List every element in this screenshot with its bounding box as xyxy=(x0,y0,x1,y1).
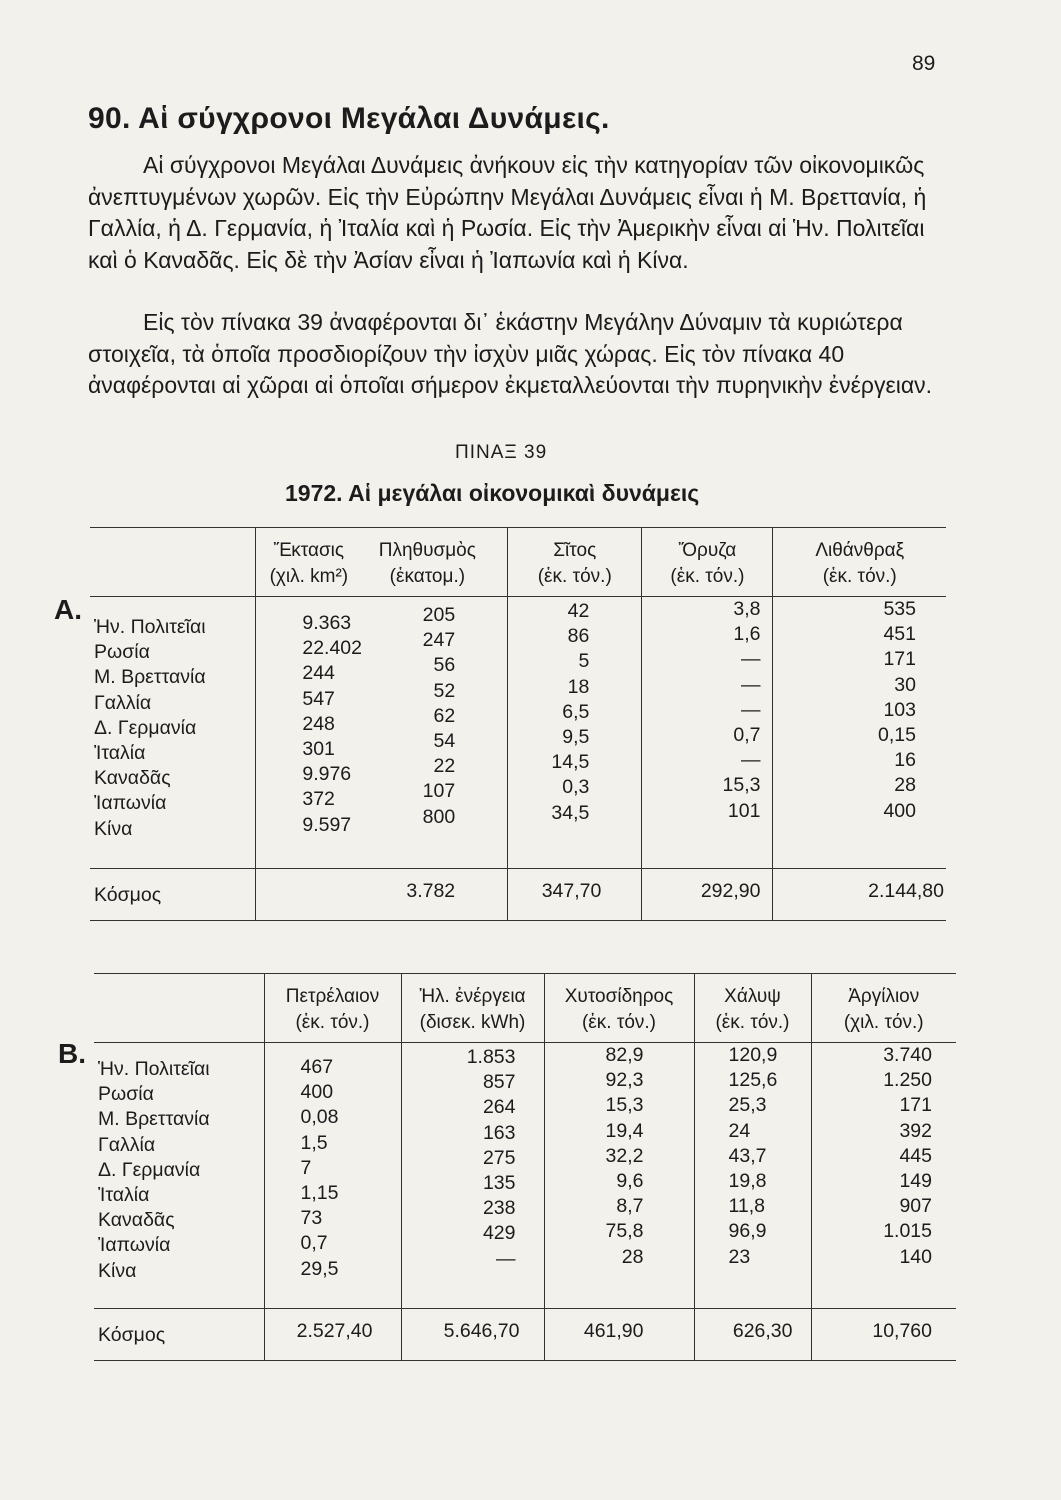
cell: 11,8 xyxy=(728,1195,766,1218)
cell: 52 xyxy=(433,679,456,702)
cell: 3.782 xyxy=(406,879,456,902)
cell: 16 xyxy=(894,749,916,772)
header-cell: Ἠλ. ἐνέργεια (δισεκ. kWh) xyxy=(401,974,544,1043)
cell: 9,6 xyxy=(616,1170,644,1193)
cell: 14,5 xyxy=(551,751,590,774)
cell: 445 xyxy=(899,1144,932,1167)
cell: 907 xyxy=(899,1195,932,1218)
cell: 34,5 xyxy=(551,801,590,824)
cell: 75,8 xyxy=(605,1220,644,1243)
header-cell: Χάλυψ (ἑκ. τόν.) xyxy=(694,974,811,1043)
cell: 2.144,80 xyxy=(773,868,946,920)
spacer-row xyxy=(94,1284,956,1309)
electricity-column xyxy=(401,1043,544,1284)
cell: 275 xyxy=(482,1146,516,1169)
cell: 3.740 xyxy=(883,1044,932,1066)
header-cell: Ὄρυζα (ἑκ. τόν.) xyxy=(642,528,773,597)
country-name: Ρωσία xyxy=(98,1083,154,1106)
table-title: 1972. Αἱ μεγάλαι οἰκονομικαὶ δυνάμεις xyxy=(285,480,700,506)
cell: 9.597 xyxy=(302,813,352,836)
part-a-letter: Α. xyxy=(54,594,82,625)
cell: 28 xyxy=(894,774,916,797)
country-name: Μ. Βρεττανία xyxy=(98,1108,210,1131)
tables-paragraph: Εἰς τὸν πίνακα 39 ἀναφέρονται δι᾽ ἑκάστην Μεγάλην Δύναμιν τὰ κυριώτερα στοιχεῖα, τὰ ὁποῖα προσδιορίζουν τὴν ἰσχὺν μιᾶς χώρας. Εἰς τὸν πίνακα 40 ἀναφέρονται αἱ χῶραι αἱ ὁποῖαι σήμερον ἐκμεταλλεύονται τὴν πυρηνικὴν ἐνέργειαν. xyxy=(88,309,933,398)
cell: — xyxy=(740,749,761,772)
cell: 96,9 xyxy=(728,1220,767,1243)
cell: 125,6 xyxy=(728,1069,778,1092)
cell: 54 xyxy=(433,730,456,753)
cell: 9,5 xyxy=(562,726,590,749)
table-header-row xyxy=(94,974,956,1043)
cell: 140 xyxy=(899,1245,932,1268)
cell: 22 xyxy=(433,755,456,778)
cell: 1.015 xyxy=(883,1220,932,1243)
population-column xyxy=(368,597,508,842)
cell: 19,8 xyxy=(728,1170,767,1193)
cell: 800 xyxy=(422,805,456,828)
cell: 0,15 xyxy=(878,724,916,747)
cell: 107 xyxy=(422,780,456,803)
table-rows-block xyxy=(90,597,946,842)
total-label: Κόσμος xyxy=(94,883,162,906)
cell: 461,90 xyxy=(544,1308,694,1360)
cell: 56 xyxy=(433,654,456,677)
country-name: Μ. Βρεττανία xyxy=(94,666,206,689)
cell: 30 xyxy=(894,673,916,696)
cell: 0,7 xyxy=(300,1232,328,1255)
cell: 15,3 xyxy=(605,1094,644,1117)
cell: 5.646,70 xyxy=(401,1308,544,1360)
country-name: Καναδᾶς xyxy=(98,1209,175,1232)
area-column xyxy=(256,597,368,842)
cell: 92,3 xyxy=(605,1069,644,1092)
cell: 86 xyxy=(567,625,590,648)
cell: 9.976 xyxy=(302,763,352,786)
header-cell: Πετρέλαιον (ἑκ. τόν.) xyxy=(264,974,401,1043)
cell: 451 xyxy=(883,623,916,646)
header-cell: Χυτοσίδηρος (ἑκ. τόν.) xyxy=(544,974,694,1043)
pig-iron-column xyxy=(544,1043,694,1284)
cell: — xyxy=(740,698,761,721)
cell: 535 xyxy=(883,598,916,620)
header-cell: Σῖτος (ἑκ. τόν.) xyxy=(508,528,642,597)
cell: 171 xyxy=(883,648,916,671)
cell: 149 xyxy=(899,1170,932,1193)
cell: 264 xyxy=(482,1096,516,1119)
part-b-letter: Β. xyxy=(58,1038,86,1069)
country-name: Ρωσία xyxy=(94,641,150,664)
country-name: Γαλλία xyxy=(98,1133,156,1156)
cell: 429 xyxy=(482,1222,516,1245)
cell: 247 xyxy=(422,629,456,652)
cell: — xyxy=(740,673,761,696)
cell: 1.250 xyxy=(883,1069,932,1092)
country-header xyxy=(90,528,256,597)
cell: 23 xyxy=(728,1245,751,1268)
cell: 0,3 xyxy=(562,776,590,799)
country-name: Γαλλία xyxy=(94,691,152,714)
cell: 3,8 xyxy=(733,598,761,620)
country-name: Ἡν. Πολιτεῖαι xyxy=(94,616,206,638)
economic-powers-table-a xyxy=(90,527,946,921)
country-name: Κίνα xyxy=(94,817,133,840)
cell: 2.527,40 xyxy=(264,1308,401,1360)
cell: 42 xyxy=(567,600,590,622)
cell xyxy=(256,868,368,920)
cell: 626,30 xyxy=(694,1308,811,1360)
cell: 5 xyxy=(578,650,590,673)
cell: 1,6 xyxy=(733,623,761,646)
cell: 292,90 xyxy=(642,868,773,920)
wheat-column xyxy=(508,597,642,842)
country-name: Ἰταλία xyxy=(94,742,146,765)
total-label: Κόσμος xyxy=(98,1323,166,1346)
cell: 400 xyxy=(300,1081,334,1104)
country-name: Ἰαπωνία xyxy=(98,1234,171,1257)
cell: 25,3 xyxy=(728,1094,767,1117)
table-header-row xyxy=(90,528,946,597)
cell: 22.402 xyxy=(302,637,362,660)
cell: 547 xyxy=(302,687,335,710)
cell: 6,5 xyxy=(562,700,590,723)
cell: 400 xyxy=(883,799,916,822)
cell: 82,9 xyxy=(605,1044,644,1066)
intro-paragraph: Αἱ σύγχρονοι Μεγάλαι Δυνάμεις ἀνήκουν εἰς τὴν κατηγορίαν τῶν οἰκονομικῶς ἀνεπτυγμένων χωρῶν. Εἰς τὴν Εὐρώπην Μεγάλαι Δυνάμεις εἶναι ἡ Μ. Βρεττανία, ἡ Γαλλία, ἡ Δ. Γερμανία, ἡ Ἰταλία καὶ ἡ Ρωσία. Εἰς τὴν Ἀμερικὴν εἶναι αἱ Ἡν. Πολιτεῖαι καὶ ὁ Καναδᾶς. Εἰς δὲ τὴν Ἀσίαν εἶναι ἡ Ἰαπωνία καὶ ἡ Κίνα. xyxy=(88,152,927,273)
country-name: Δ. Γερμανία xyxy=(98,1158,201,1181)
cell: 467 xyxy=(300,1056,334,1078)
cell: 43,7 xyxy=(728,1144,767,1167)
cell: 205 xyxy=(422,604,456,626)
cell: — xyxy=(740,648,761,671)
country-name: Ἡν. Πολιτεῖαι xyxy=(98,1058,210,1080)
header-cell: Ἔκτασις (χιλ. km²) Πληθυσμὸς (ἑκατομ.) xyxy=(256,528,508,597)
country-column xyxy=(90,597,256,842)
country-header xyxy=(94,974,264,1043)
country-column xyxy=(94,1043,264,1284)
world-total-row xyxy=(94,1308,956,1360)
spacer-row xyxy=(90,842,946,869)
cell: 24 xyxy=(728,1119,751,1142)
country-name: Κίνα xyxy=(98,1259,137,1282)
world-total-row xyxy=(90,868,946,920)
cell: 19,4 xyxy=(605,1119,644,1142)
cell: 248 xyxy=(302,712,335,735)
cell: 62 xyxy=(433,704,456,727)
economic-powers-table-b xyxy=(94,973,956,1361)
petroleum-column xyxy=(264,1043,401,1284)
cell: 103 xyxy=(883,698,916,721)
header-cell: Λιθάνθραξ (ἑκ. τόν.) xyxy=(773,528,946,597)
cell: 238 xyxy=(482,1197,516,1220)
cell: 244 xyxy=(302,662,335,685)
cell: 7 xyxy=(300,1156,312,1179)
cell: — xyxy=(496,1247,516,1270)
cell: 32,2 xyxy=(605,1144,644,1167)
cell: 1,15 xyxy=(300,1182,339,1205)
header-cell: Ἀργίλιον (χιλ. τόν.) xyxy=(811,974,956,1043)
cell: 163 xyxy=(482,1121,516,1144)
cell: 301 xyxy=(302,738,335,761)
cell: 8,7 xyxy=(616,1195,644,1218)
cell: 73 xyxy=(300,1207,323,1230)
cell: 15,3 xyxy=(722,774,761,797)
country-name: Ἰαπωνία xyxy=(94,792,167,815)
cell: 28 xyxy=(621,1245,644,1268)
cell: 857 xyxy=(482,1071,516,1094)
page-number: 89 xyxy=(912,52,936,75)
coal-column xyxy=(773,597,946,842)
cell: 392 xyxy=(899,1119,932,1142)
cell: 101 xyxy=(727,799,761,822)
cell: 372 xyxy=(302,788,335,811)
country-name: Δ. Γερμανία xyxy=(94,716,197,739)
country-name: Ἰταλία xyxy=(98,1184,150,1207)
section-title: 90. Αἱ σύγχρονοι Μεγάλαι Δυνάμεις. xyxy=(88,102,610,135)
aluminium-column xyxy=(811,1043,956,1284)
rice-column xyxy=(642,597,773,842)
steel-column xyxy=(694,1043,811,1284)
cell: 29,5 xyxy=(300,1257,339,1280)
cell: 0,08 xyxy=(300,1106,339,1129)
cell: 120,9 xyxy=(728,1044,778,1066)
cell: 10,760 xyxy=(811,1308,956,1360)
cell: 135 xyxy=(482,1172,516,1195)
cell: 347,70 xyxy=(508,868,642,920)
table-label: ΠΙΝΑΞ 39 xyxy=(455,442,548,463)
cell: 1,5 xyxy=(300,1131,328,1154)
country-name: Καναδᾶς xyxy=(94,767,171,790)
cell: 171 xyxy=(899,1094,932,1117)
cell: 1.853 xyxy=(466,1046,516,1068)
cell: 18 xyxy=(567,675,590,698)
cell: 0,7 xyxy=(733,724,761,747)
table-rows-block xyxy=(94,1043,956,1284)
cell: 9.363 xyxy=(302,612,352,634)
